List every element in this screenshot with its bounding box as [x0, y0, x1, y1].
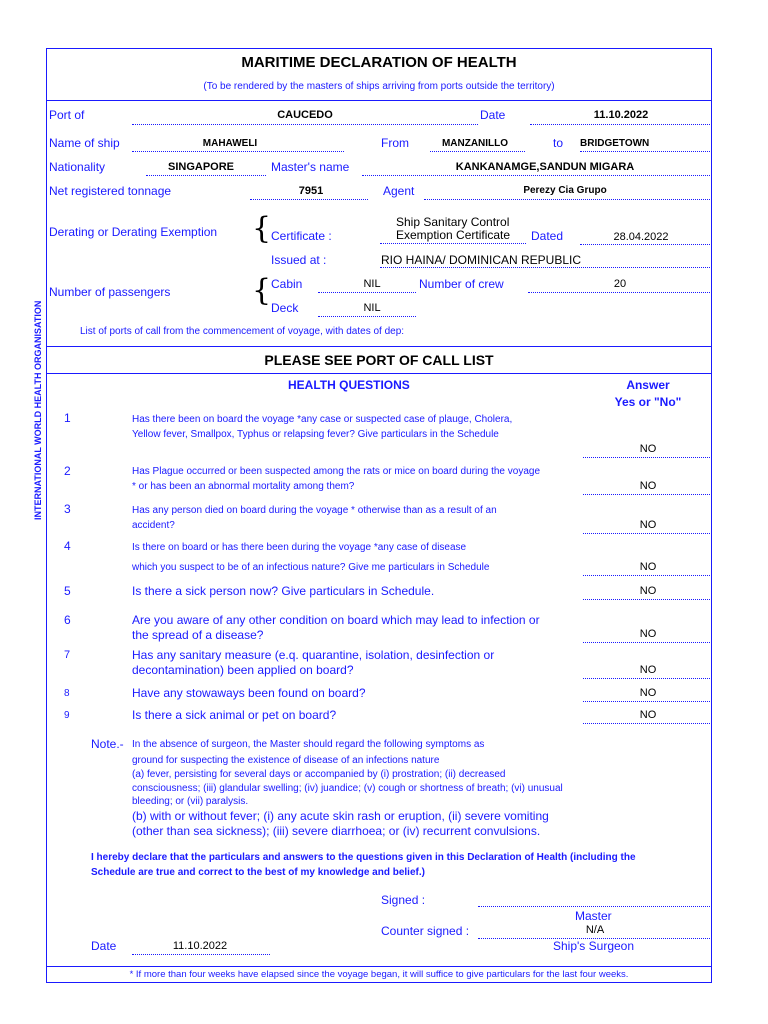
signed-label: Signed :: [381, 893, 426, 907]
certificate-value-2[interactable]: Exemption Certificate: [396, 228, 511, 242]
question-1-text: Has there been on board the voyage *any case or suspected case of plauge, Cholera, Yellow fever, Smallpox, Typhus or relapsing fever? Give particulars in the Schedule: [132, 414, 513, 440]
question-9-answer[interactable]: NO: [639, 709, 657, 721]
ship-name-line: [132, 151, 344, 152]
derating-label: Derating or Derating Exemption: [49, 225, 218, 239]
question-8-answer[interactable]: NO: [639, 687, 657, 699]
question-6-line: [583, 642, 710, 643]
question-5-number: 5: [64, 584, 71, 598]
question-6-answer[interactable]: NO: [639, 628, 657, 640]
question-2-answer[interactable]: NO: [639, 480, 657, 492]
crew-line: [528, 292, 710, 293]
issued-value[interactable]: RIO HAINA/ DOMINICAN REPUBLIC: [381, 253, 582, 267]
question-3-line: [583, 533, 710, 534]
master-sign-label: Master: [575, 909, 612, 923]
header-divider: [46, 100, 712, 101]
question-8-line: [583, 701, 710, 702]
agent-line: [424, 199, 710, 200]
question-8-text: Have any stowaways been found on board?: [132, 686, 366, 700]
form-title: MARITIME DECLARATION OF HEALTH: [241, 54, 517, 71]
from-label: From: [381, 136, 409, 150]
port-label: Port of: [49, 108, 85, 122]
question-9-number: 9: [64, 710, 70, 721]
counter-signed-label: Counter signed :: [381, 924, 470, 938]
question-5-answer[interactable]: NO: [639, 585, 657, 597]
question-7-answer[interactable]: NO: [639, 664, 657, 676]
question-1-number: 1: [64, 411, 71, 425]
tonnage-label: Net registered tonnage: [49, 184, 172, 198]
certificate-line: [380, 243, 526, 244]
to-line: [580, 151, 710, 152]
to-label: to: [553, 136, 564, 150]
dated-label: Dated: [531, 229, 564, 243]
question-7-line: [583, 678, 710, 679]
issued-line: [380, 267, 710, 268]
question-4-text-2: which you suspect to be of an infectious nature? Give me particulars in Schedule: [132, 562, 490, 573]
passengers-label: Number of passengers: [49, 285, 171, 299]
form-subtitle: (To be rendered by the masters of ships arriving from ports outside the territory): [203, 81, 555, 92]
side-org-text: INTERNATIONAL WORLD HEALTH ORGANISATION: [33, 300, 43, 520]
agent-value[interactable]: Perezy Cia Grupo: [523, 185, 607, 196]
sign-date-value[interactable]: 11.10.2022: [172, 940, 228, 952]
question-3-answer[interactable]: NO: [639, 519, 657, 531]
question-4-line: [583, 575, 710, 576]
from-line: [430, 151, 525, 152]
agent-label: Agent: [383, 184, 415, 198]
sign-date-line: [132, 954, 270, 955]
nationality-label: Nationality: [49, 160, 106, 174]
question-9-text: Is there a sick animal or pet on board?: [132, 708, 337, 722]
sign-date-label: Date: [91, 939, 117, 953]
note-label: Note.-: [91, 737, 124, 751]
ship-name-label: Name of ship: [49, 136, 120, 150]
ships-surgeon-label: Ship's Surgeon: [553, 939, 635, 953]
to-value[interactable]: BRIDGETOWN: [580, 138, 650, 149]
deck-value[interactable]: NIL: [363, 302, 381, 314]
dated-line: [580, 244, 710, 245]
signed-line: [478, 906, 710, 907]
health-title: HEALTH QUESTIONS: [288, 378, 410, 392]
ports-divider: [46, 346, 712, 347]
dated-value[interactable]: 28.04.2022: [613, 231, 669, 243]
note-para-a: (a) fever, persisting for several days or accompanied by (i) prostration; (ii) decreased consciousness; (iii) glandular swelling; (iv) juandice; (v) cough or shortness of breath; (vi) unusual bleeding; or (vii) paralysis.: [132, 769, 563, 807]
crew-value[interactable]: 20: [613, 278, 627, 290]
banner-divider: [46, 373, 712, 374]
nationality-value[interactable]: SINGAPORE: [167, 161, 234, 173]
nationality-line: [146, 175, 266, 176]
question-4-text-1: Is there on board or has there been during the voyage *any case of disease: [132, 542, 467, 553]
question-3-number: 3: [64, 502, 71, 516]
question-2-number: 2: [64, 464, 71, 478]
answer-header-2: Yes or "No": [614, 395, 682, 409]
deck-line: [318, 316, 416, 317]
counter-signed-value[interactable]: N/A: [585, 924, 605, 936]
question-7-number: 7: [64, 649, 71, 661]
date-line: [530, 124, 710, 125]
crew-label: Number of crew: [419, 277, 504, 291]
question-5-text: Is there a sick person now? Give particulars in Schedule.: [132, 584, 435, 598]
question-2-text: Has Plague occurred or been suspected among the rats or mice on board during the voyage * or has been an abnormal mortality among them?: [132, 466, 541, 492]
master-label: Master's name: [271, 160, 350, 174]
tonnage-value[interactable]: 7951: [298, 185, 324, 197]
cabin-line: [318, 292, 416, 293]
note-line-2: ground for suspecting the existence of disease of an infections nature: [132, 755, 440, 766]
question-7-text: Has any sanitary measure (e.q. quarantine, isolation, desinfection or decontamination) been applied on board?: [132, 648, 495, 677]
tonnage-line: [250, 199, 368, 200]
certificate-label: Certificate :: [271, 229, 332, 243]
question-6-text: Are you aware of any other condition on board which may lead to infection or the spread of a disease?: [132, 613, 540, 642]
note-line-1: In the absence of surgeon, the Master should regard the following symptoms as: [132, 739, 485, 750]
footer-note: * If more than four weeks have elapsed since the voyage began, it will suffice to give particulars for the last four weeks.: [129, 969, 629, 980]
deck-label: Deck: [271, 301, 299, 315]
note-para-b: (b) with or without fever; (i) any acute skin rash or eruption, (ii) severe vomiting (other than sea sickness); (iii) severe diarrhoea; or (iv) recurrent convulsions.: [132, 809, 549, 838]
certificate-value-1[interactable]: Ship Sanitary Control: [396, 215, 510, 229]
cabin-value[interactable]: NIL: [363, 278, 381, 290]
issued-label: Issued at :: [271, 253, 327, 267]
ports-list-label: List of ports of call from the commencement of voyage, with dates of dep:: [80, 326, 405, 337]
question-2-line: [583, 494, 710, 495]
master-value[interactable]: KANKANAMGE,SANDUN MIGARA: [455, 161, 635, 173]
declaration-text: I hereby declare that the particulars and answers to the questions given in this Declaration of Health (including the Schedule are true and correct to the best of my knowledge and belief.): [91, 852, 636, 878]
question-5-line: [583, 599, 710, 600]
date-label: Date: [480, 108, 506, 122]
question-3-text: Has any person died on board during the voyage * otherwise than as a result of an accident?: [132, 505, 497, 531]
port-value[interactable]: CAUCEDO: [277, 109, 333, 121]
question-4-answer[interactable]: NO: [639, 561, 657, 573]
question-1-line: [583, 457, 710, 458]
answer-header-1: Answer: [626, 378, 670, 392]
passengers-brace: {: [252, 273, 272, 308]
question-8-number: 8: [64, 688, 70, 699]
ship-name-value[interactable]: MAHAWELI: [202, 138, 258, 149]
footer-divider: [46, 966, 712, 967]
from-value[interactable]: MANZANILLO: [441, 138, 509, 149]
master-line: [362, 175, 710, 176]
port-call-banner: PLEASE SEE PORT OF CALL LIST: [264, 352, 494, 368]
date-value[interactable]: 11.10.2022: [593, 109, 649, 121]
cabin-label: Cabin: [271, 277, 303, 291]
derating-brace: {: [252, 211, 272, 246]
question-6-number: 6: [64, 613, 71, 627]
port-line: [132, 124, 478, 125]
question-4-number: 4: [64, 539, 71, 553]
question-9-line: [583, 723, 710, 724]
question-1-answer[interactable]: NO: [639, 443, 657, 455]
